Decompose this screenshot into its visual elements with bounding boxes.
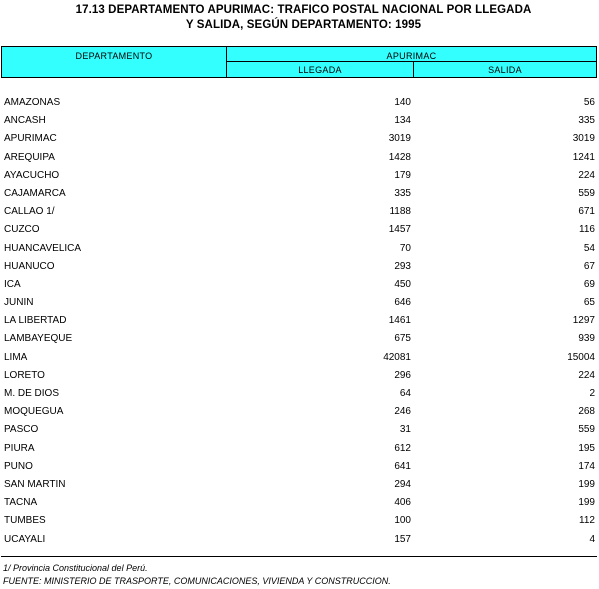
cell-salida: 3019	[572, 133, 595, 145]
cell-salida: 268	[578, 406, 595, 418]
cell-departamento: LA LIBERTAD	[4, 315, 67, 327]
cell-salida: 15004	[567, 351, 595, 363]
cell-salida: 56	[583, 97, 595, 108]
cell-departamento: HUANCAVELICA	[4, 242, 82, 254]
cell-llegada: 3019	[388, 133, 411, 145]
cell-llegada: 70	[399, 242, 411, 254]
cell-departamento: AMAZONAS	[4, 97, 61, 108]
cell-departamento: MOQUEGUA	[4, 406, 64, 418]
cell-llegada: 646	[394, 297, 411, 309]
cell-departamento: TACNA	[4, 497, 38, 509]
cell-salida: 199	[578, 478, 595, 490]
cell-departamento: HUANUCO	[4, 260, 55, 272]
cell-llegada: 157	[394, 533, 411, 545]
cell-departamento: PASCO	[4, 424, 39, 436]
cell-salida: 1297	[572, 315, 595, 327]
cell-salida: 174	[578, 460, 595, 472]
footnote: 1/ Provincia Constitucional del Perú.	[3, 563, 148, 573]
table-row	[0, 94, 599, 112]
table-row	[0, 258, 599, 276]
cell-salida: 67	[583, 260, 595, 272]
cell-salida: 4	[589, 533, 595, 545]
table-row	[0, 349, 599, 367]
cell-salida: 939	[578, 333, 595, 345]
cell-departamento: ICA	[4, 278, 21, 290]
cell-llegada: 641	[394, 460, 411, 472]
cell-departamento: PIURA	[4, 442, 35, 454]
cell-departamento: LAMBAYEQUE	[4, 333, 73, 345]
cell-llegada: 294	[394, 478, 411, 490]
cell-salida: 195	[578, 442, 595, 454]
cell-llegada: 246	[394, 406, 411, 418]
cell-llegada: 64	[399, 388, 411, 399]
cell-llegada: 612	[394, 442, 411, 454]
cell-llegada: 1457	[388, 224, 411, 236]
table-row	[0, 240, 599, 258]
cell-llegada: 1461	[388, 315, 411, 327]
column-group-header-apurimac: APURIMAC	[227, 47, 596, 62]
cell-salida: 671	[578, 206, 595, 218]
cell-departamento: CALLAO 1/	[4, 206, 55, 218]
table-row	[0, 421, 599, 439]
cell-departamento: M. DE DIOS	[4, 388, 60, 399]
cell-departamento: APURIMAC	[4, 133, 57, 145]
cell-salida: 559	[578, 424, 595, 436]
table-row	[0, 130, 599, 148]
column-header-salida: SALIDA	[488, 65, 522, 75]
table-row	[0, 512, 599, 530]
table-row	[0, 367, 599, 385]
table-row	[0, 330, 599, 348]
cell-departamento: TUMBES	[4, 515, 46, 527]
cell-departamento: ANCASH	[4, 115, 46, 127]
page-subtitle: Y SALIDA, SEGÚN DEPARTAMENTO: 1995	[185, 19, 422, 31]
cell-salida: 2	[589, 388, 595, 399]
cell-llegada: 31	[399, 424, 411, 436]
table-row	[0, 312, 599, 330]
cell-llegada: 293	[394, 260, 411, 272]
table-row	[0, 385, 599, 403]
table-row	[0, 440, 599, 458]
cell-departamento: UCAYALI	[4, 533, 46, 545]
cell-salida: 65	[583, 297, 595, 309]
cell-llegada: 1188	[389, 206, 411, 218]
cell-salida: 559	[578, 187, 595, 199]
cell-llegada: 406	[394, 497, 411, 509]
footer-divider	[1, 556, 597, 557]
cell-departamento: JUNIN	[4, 297, 34, 309]
table-row	[0, 221, 599, 239]
cell-salida: 224	[578, 169, 595, 181]
column-header-llegada: LLEGADA	[227, 62, 414, 77]
cell-salida: 69	[583, 278, 595, 290]
table-body	[0, 94, 599, 549]
cell-salida: 224	[578, 369, 595, 381]
cell-salida: 54	[583, 242, 595, 254]
source-note: FUENTE: MINISTERIO DE TRASPORTE, COMUNICACIONES, VIVIENDA Y CONSTRUCCION.	[3, 576, 391, 586]
table-row	[0, 531, 599, 549]
cell-salida: 1241	[572, 151, 595, 163]
table-row	[0, 276, 599, 294]
cell-llegada: 335	[394, 187, 411, 199]
cell-llegada: 140	[394, 97, 411, 108]
cell-llegada: 296	[394, 369, 411, 381]
cell-llegada: 134	[394, 115, 411, 127]
cell-departamento: LORETO	[4, 369, 45, 381]
cell-departamento: AREQUIPA	[4, 151, 55, 163]
table-row	[0, 294, 599, 312]
table-row	[0, 458, 599, 476]
cell-departamento: AYACUCHO	[4, 169, 60, 181]
cell-llegada: 179	[394, 169, 411, 181]
page-title: 17.13 DEPARTAMENTO APURIMAC: TRAFICO POSTAL NACIONAL POR LLEGADA	[75, 4, 532, 16]
cell-llegada: 1428	[388, 151, 411, 163]
cell-salida: 116	[579, 224, 595, 236]
cell-salida: 335	[578, 115, 595, 127]
cell-salida: 112	[579, 515, 595, 527]
cell-departamento: CUZCO	[4, 224, 40, 236]
table-row	[0, 185, 599, 203]
cell-departamento: PUNO	[4, 460, 33, 472]
table-row	[0, 494, 599, 512]
cell-llegada: 450	[394, 278, 411, 290]
cell-departamento: SAN MARTIN	[4, 478, 66, 490]
table-row	[0, 476, 599, 494]
cell-departamento: CAJAMARCA	[4, 187, 66, 199]
table-header	[1, 46, 597, 78]
cell-llegada: 100	[394, 515, 411, 527]
table-row	[0, 203, 599, 221]
table-row	[0, 403, 599, 421]
column-header-departamento: DEPARTAMENTO	[2, 47, 227, 77]
table-row	[0, 149, 599, 167]
cell-llegada: 675	[394, 333, 411, 345]
cell-departamento: LIMA	[4, 351, 28, 363]
table-row	[0, 167, 599, 185]
table-row	[0, 112, 599, 130]
cell-salida: 199	[578, 497, 595, 509]
cell-llegada: 42081	[383, 351, 411, 363]
